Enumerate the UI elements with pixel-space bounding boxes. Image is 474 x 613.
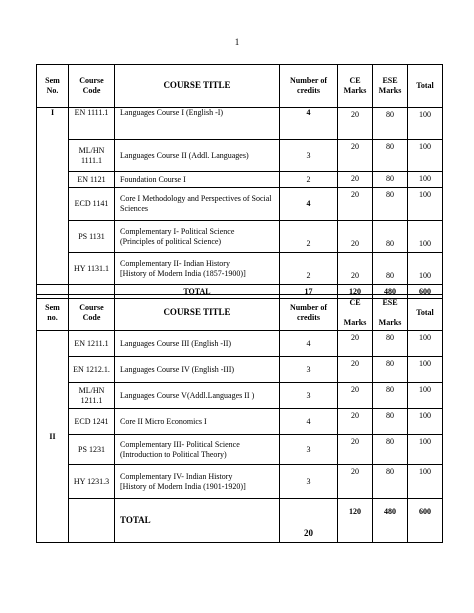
table-row <box>37 465 443 499</box>
ese-marks: 80 <box>373 435 408 465</box>
table-row <box>37 108 443 140</box>
table-row <box>37 331 443 357</box>
sem-header: Sem no. <box>37 295 69 331</box>
ce-header: CE Marks <box>338 65 373 108</box>
table-row <box>37 172 443 188</box>
course-title: Foundation Course I <box>115 172 280 188</box>
credits: 2 <box>280 172 338 188</box>
total-marks: 100 <box>408 465 443 499</box>
table-row <box>37 409 443 435</box>
total-total: 600 <box>408 285 443 299</box>
table-row <box>37 221 443 253</box>
course-title: Complementary III- Political Science (Introduction to Political Theory) <box>115 435 280 465</box>
credits: 3 <box>280 383 338 409</box>
total-credits: 20 <box>280 499 338 543</box>
course-code: PS 1131 <box>69 221 115 253</box>
table-row <box>37 188 443 221</box>
ce-marks: 20 <box>338 221 373 253</box>
credits: 4 <box>280 331 338 357</box>
credits: 4 <box>280 188 338 221</box>
credits: 2 <box>280 221 338 253</box>
ese-marks: 80 <box>373 331 408 357</box>
course-code: EN 1211.1 <box>69 331 115 357</box>
table-row <box>37 253 443 285</box>
total-marks: 100 <box>408 383 443 409</box>
total-marks: 100 <box>408 188 443 221</box>
credits-header: Number of credits <box>280 295 338 331</box>
ce-marks: 20 <box>338 357 373 383</box>
course-title: Complementary I- Political Science (Principles of political Science) <box>115 221 280 253</box>
total-marks: 100 <box>408 253 443 285</box>
ese-marks: 80 <box>373 221 408 253</box>
ce-marks: 20 <box>338 435 373 465</box>
course-title: Languages Course IV (English -III) <box>115 357 280 383</box>
ese-marks: 80 <box>373 357 408 383</box>
credits: 3 <box>280 140 338 172</box>
ce-marks: 20 <box>338 331 373 357</box>
total-marks: 100 <box>408 435 443 465</box>
total-marks: 100 <box>408 221 443 253</box>
header-row <box>37 295 443 331</box>
table-row <box>37 357 443 383</box>
total-marks: 100 <box>408 140 443 172</box>
credits-header: Number of credits <box>280 65 338 108</box>
course-title: Core I Methodology and Perspectives of Social Sciences <box>115 188 280 221</box>
header-row <box>37 65 443 108</box>
total-marks: 100 <box>408 331 443 357</box>
total-marks: 100 <box>408 108 443 140</box>
total-header: Total <box>408 65 443 108</box>
ce-marks: 20 <box>338 465 373 499</box>
course-code: ML/HN 1211.1 <box>69 383 115 409</box>
total-ce: 120 <box>338 499 373 543</box>
title-header: COURSE TITLE <box>115 295 280 331</box>
total-marks: 100 <box>408 172 443 188</box>
course-code: ECD 1141 <box>69 188 115 221</box>
ce-header: CE Marks <box>338 295 373 331</box>
title-header: COURSE TITLE <box>115 65 280 108</box>
total-marks: 100 <box>408 409 443 435</box>
semester-label: II <box>37 331 69 543</box>
ese-marks: 80 <box>373 108 408 140</box>
credits: 4 <box>280 108 338 140</box>
course-title: Languages Course II (Addl. Languages) <box>115 140 280 172</box>
total-credits: 17 <box>280 285 338 299</box>
course-title: Languages Course V(Addl.Languages II ) <box>115 383 280 409</box>
credits: 3 <box>280 435 338 465</box>
semester-2-table <box>36 294 443 543</box>
table-row <box>37 140 443 172</box>
course-code: EN 1111.1 <box>69 108 115 140</box>
total-ese: 480 <box>373 285 408 299</box>
ese-marks: 80 <box>373 140 408 172</box>
ce-marks: 20 <box>338 253 373 285</box>
ce-marks: 20 <box>338 140 373 172</box>
course-code: HY 1231.3 <box>69 465 115 499</box>
course-code: EN 1121 <box>69 172 115 188</box>
ce-marks: 20 <box>338 108 373 140</box>
ce-marks: 20 <box>338 383 373 409</box>
credits: 3 <box>280 357 338 383</box>
semester-label: I <box>37 108 69 285</box>
ese-marks: 80 <box>373 383 408 409</box>
sem-header: Sem No. <box>37 65 69 108</box>
course-code: ML/HN 1111.1 <box>69 140 115 172</box>
semester-1-table <box>36 64 443 299</box>
course-code: EN 1212.1. <box>69 357 115 383</box>
ese-marks: 80 <box>373 188 408 221</box>
ce-marks: 20 <box>338 188 373 221</box>
ese-header: ESE Marks <box>373 295 408 331</box>
page-number: 1 <box>234 37 240 47</box>
ese-marks: 80 <box>373 172 408 188</box>
course-title: Languages Course I (English -I) <box>115 108 280 140</box>
table-row <box>37 383 443 409</box>
code-header: Course Code <box>69 295 115 331</box>
table-row <box>37 435 443 465</box>
total-label: TOTAL <box>115 285 280 299</box>
total-ce: 120 <box>338 285 373 299</box>
total-header: Total <box>408 295 443 331</box>
ce-marks: 20 <box>338 409 373 435</box>
ese-marks: 80 <box>373 253 408 285</box>
credits: 4 <box>280 409 338 435</box>
course-code: ECD 1241 <box>69 409 115 435</box>
course-title: Complementary II- Indian History [History of Modern India (1857-1900)] <box>115 253 280 285</box>
credits: 2 <box>280 253 338 285</box>
course-code: HY 1131.1 <box>69 253 115 285</box>
total-total: 600 <box>408 499 443 543</box>
ese-marks: 80 <box>373 465 408 499</box>
course-code: PS 1231 <box>69 435 115 465</box>
ese-marks: 80 <box>373 409 408 435</box>
course-title: Languages Course III (English -II) <box>115 331 280 357</box>
total-row <box>37 499 443 543</box>
total-marks: 100 <box>408 357 443 383</box>
ese-header: ESE Marks <box>373 65 408 108</box>
total-label: TOTAL <box>115 499 280 543</box>
course-title: Core II Micro Economics I <box>115 409 280 435</box>
total-ese: 480 <box>373 499 408 543</box>
ce-marks: 20 <box>338 172 373 188</box>
credits: 3 <box>280 465 338 499</box>
course-title: Complementary IV- Indian History [History of Modern India (1901-1920)] <box>115 465 280 499</box>
code-header: Course Code <box>69 65 115 108</box>
